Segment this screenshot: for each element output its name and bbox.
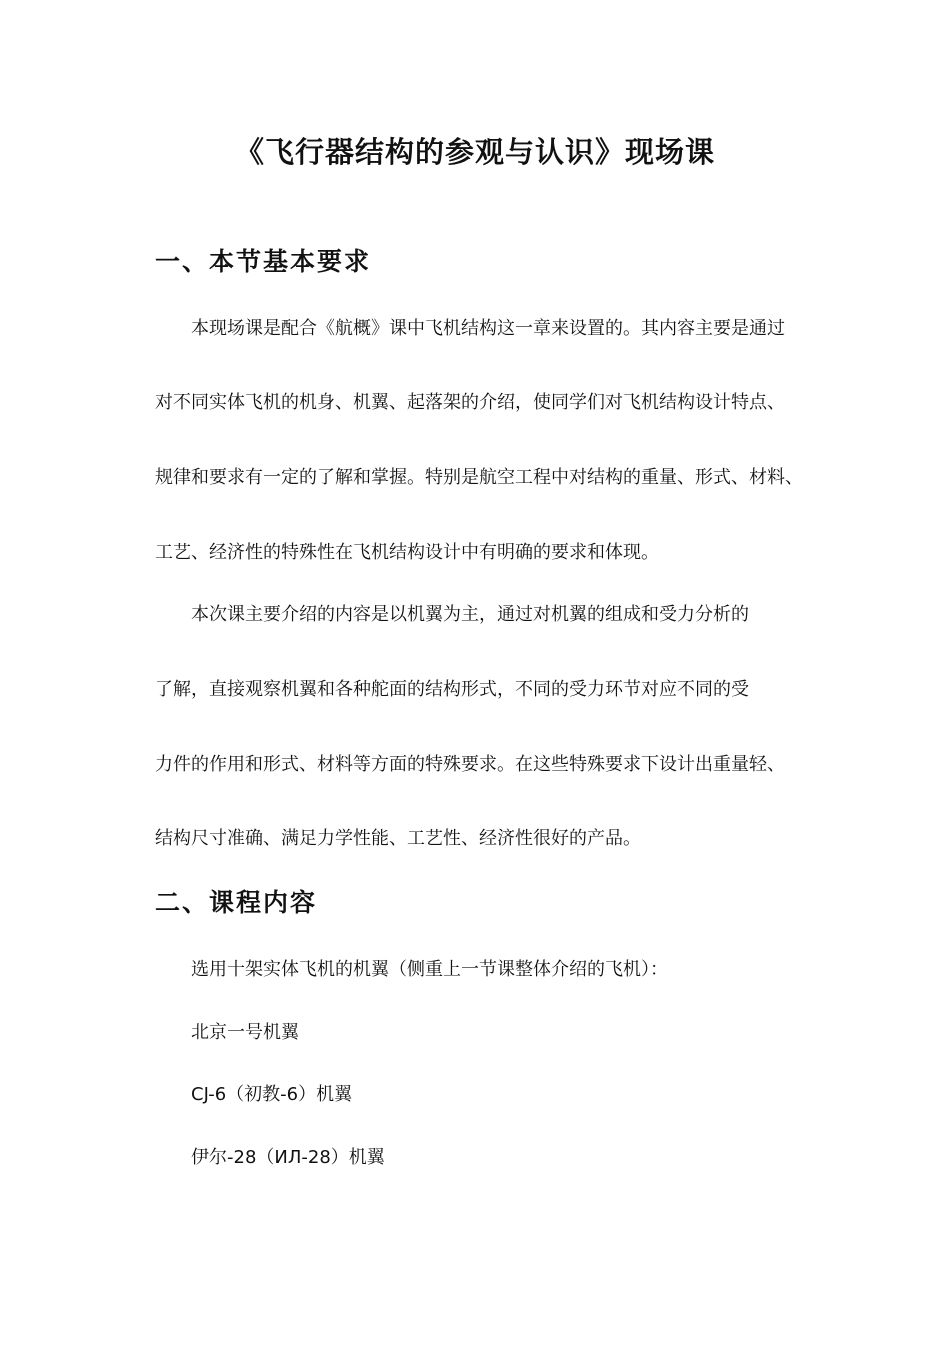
paragraph-line: 对不同实体飞机的机身、机翼、起落架的介绍，使同学们对飞机结构设计特点、 — [155, 392, 785, 413]
paragraph-line: 工艺、经济性的特殊性在飞机结构设计中有明确的要求和体现。 — [155, 542, 659, 563]
paragraph-line: 结构尺寸准确、满足力学性能、工艺性、经济性很好的产品。 — [155, 828, 641, 849]
list-item: 伊尔-28（ИЛ-28）机翼 — [191, 1147, 385, 1168]
section-heading-requirements: 一、本节基本要求 — [155, 247, 372, 276]
paragraph-line: 规律和要求有一定的了解和掌握。特别是航空工程中对结构的重量、形式、材料、 — [155, 467, 803, 488]
list-item: CJ-6（初教-6）机翼 — [191, 1084, 353, 1105]
paragraph-line: 力件的作用和形式、材料等方面的特殊要求。在这些特殊要求下设计出重量轻、 — [155, 754, 785, 775]
list-item: 北京一号机翼 — [191, 1022, 299, 1043]
paragraph-line: 选用十架实体飞机的机翼（侧重上一节课整体介绍的飞机）： — [191, 959, 668, 980]
paragraph-line: 本次课主要介绍的内容是以机翼为主，通过对机翼的组成和受力分析的 — [191, 604, 749, 625]
section-heading-content: 二、课程内容 — [155, 888, 318, 917]
paragraph-line: 了解，直接观察机翼和各种舵面的结构形式，不同的受力环节对应不同的受 — [155, 679, 749, 700]
document-title: 《飞行器结构的参观与认识》现场课 — [234, 135, 715, 169]
paragraph-line: 本现场课是配合《航概》课中飞机结构这一章来设置的。其内容主要是通过 — [191, 318, 785, 339]
